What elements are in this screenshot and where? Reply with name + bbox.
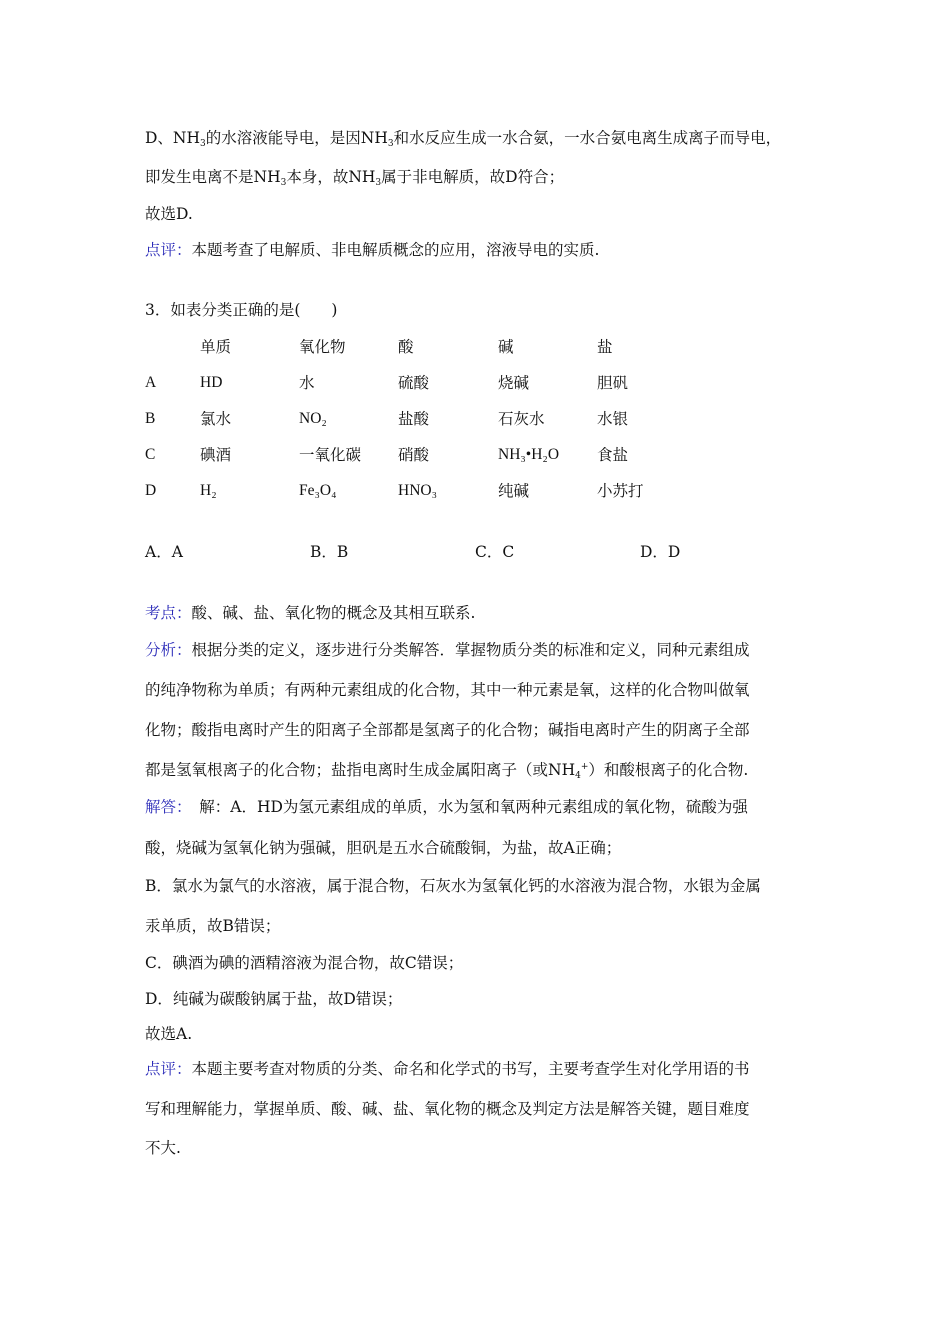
row-label: C xyxy=(145,446,156,463)
option-d[interactable]: D．D xyxy=(640,543,681,561)
jieda-line-2: 酸，烧碱为氢氧化钠为强碱，胆矾是五水合硫酸铜，为盐，故A正确； xyxy=(145,839,622,857)
kaodian-label: 考点： xyxy=(145,604,192,622)
fenxi-line-3: 化物；酸指电离时产生的阳离子全部都是氢离子的化合物；碱指电离时产生的阴离子全部 xyxy=(145,721,750,739)
table-cell: HD xyxy=(200,374,223,391)
table-cell: NH₃•H₂O xyxy=(498,446,560,463)
table-cell: 小苏打 xyxy=(597,482,644,500)
fenxi-line-2: 的纯净物称为单质；有两种元素组成的化合物，其中一种元素是氧，这样的化合物叫做氧 xyxy=(145,681,750,699)
jieda-line-5: C．碘酒为碘的酒精溶液为混合物，故C错误； xyxy=(145,954,464,972)
jieda-line-1: 解答： 解：A．HD为氢元素组成的单质，水为氢和氧两种元素组成的氧化物，硫酸为强 xyxy=(145,798,748,816)
jieda-line-7: 故选A. xyxy=(145,1025,193,1043)
table-cell: Fe₃O₄ xyxy=(299,482,337,499)
row-label: D xyxy=(145,482,157,499)
table-cell: 硝酸 xyxy=(398,446,430,464)
table-cell: HNO₃ xyxy=(398,482,437,499)
kaodian-section: 考点：酸、碱、盐、氧化物的概念及其相互联系. xyxy=(145,604,476,622)
option-b[interactable]: B．B xyxy=(310,543,349,561)
prev-line-3: 故选D. xyxy=(145,205,193,223)
table-cell: 烧碱 xyxy=(498,374,530,392)
table-cell: 石灰水 xyxy=(498,410,545,428)
row-label: A xyxy=(145,374,157,391)
table-cell: H₂ xyxy=(200,482,217,499)
prev-line-2: 即发生电离不是$NH_3$本身，故$NH_3$属于非电解质，故D符合； xyxy=(145,168,565,188)
fenxi-line-1: 分析：根据分类的定义，逐步进行分类解答．掌握物质分类的标准和定义，同种元素组成 xyxy=(145,641,750,659)
fenxi-label: 分析： xyxy=(145,641,192,659)
dianping-label: 点评： xyxy=(145,1060,192,1078)
header-salt: 盐 xyxy=(597,338,613,356)
question-stem: 3．如表分类正确的是( ) xyxy=(145,301,338,319)
jieda-line-6: D．纯碱为碳酸钠属于盐，故D错误； xyxy=(145,990,403,1008)
table-cell: 水 xyxy=(299,374,315,392)
table-cell: 硫酸 xyxy=(398,374,430,392)
table-cell: 一氧化碳 xyxy=(299,446,362,464)
header-base: 碱 xyxy=(498,338,514,356)
table-cell: 食盐 xyxy=(597,446,629,464)
jieda-label: 解答： xyxy=(145,798,184,816)
jieda-line-4: 汞单质，故B错误； xyxy=(145,917,281,935)
table-cell: NO₂ xyxy=(299,410,327,427)
header-oxide: 氧化物 xyxy=(299,338,346,356)
table-cell: 胆矾 xyxy=(597,374,629,392)
header-acid: 酸 xyxy=(398,338,414,356)
row-label: B xyxy=(145,410,156,427)
dianping-line-1: 点评：本题主要考查对物质的分类、命名和化学式的书写，主要考查学生对化学用语的书 xyxy=(145,1060,750,1078)
fenxi-line-4: 都是氢氧根离子的化合物；盐指电离时生成金属阳离子（或$NH_4^+$）和酸根离子的化合物. xyxy=(145,761,749,781)
option-a[interactable]: A．A xyxy=(145,543,183,561)
header-element: 单质 xyxy=(200,338,232,356)
jieda-line-3: B．氯水为氯气的水溶液，属于混合物，石灰水为氢氧化钙的水溶液为混合物，水银为金属 xyxy=(145,877,761,895)
table-cell: 纯碱 xyxy=(498,482,530,500)
comment-label: 点评： xyxy=(145,241,192,259)
table-cell: 水银 xyxy=(597,410,629,428)
table-cell: 氯水 xyxy=(200,410,232,428)
dianping-line-2: 写和理解能力，掌握单质、酸、碱、盐、氧化物的概念及判定方法是解答关键，题目难度 xyxy=(145,1100,750,1118)
prev-comment: 点评：本题考查了电解质、非电解质概念的应用，溶液导电的实质. xyxy=(145,241,600,259)
prev-line-1: D、$NH_3$的水溶液能导电，是因$NH_3$和水反应生成一水合氨，一水合氨电离生成离子而导电， xyxy=(145,129,782,149)
table-cell: 盐酸 xyxy=(398,410,430,428)
table-cell: 碘酒 xyxy=(200,446,232,464)
dianping-line-3: 不大. xyxy=(145,1139,181,1157)
option-c[interactable]: C．C xyxy=(475,543,515,561)
